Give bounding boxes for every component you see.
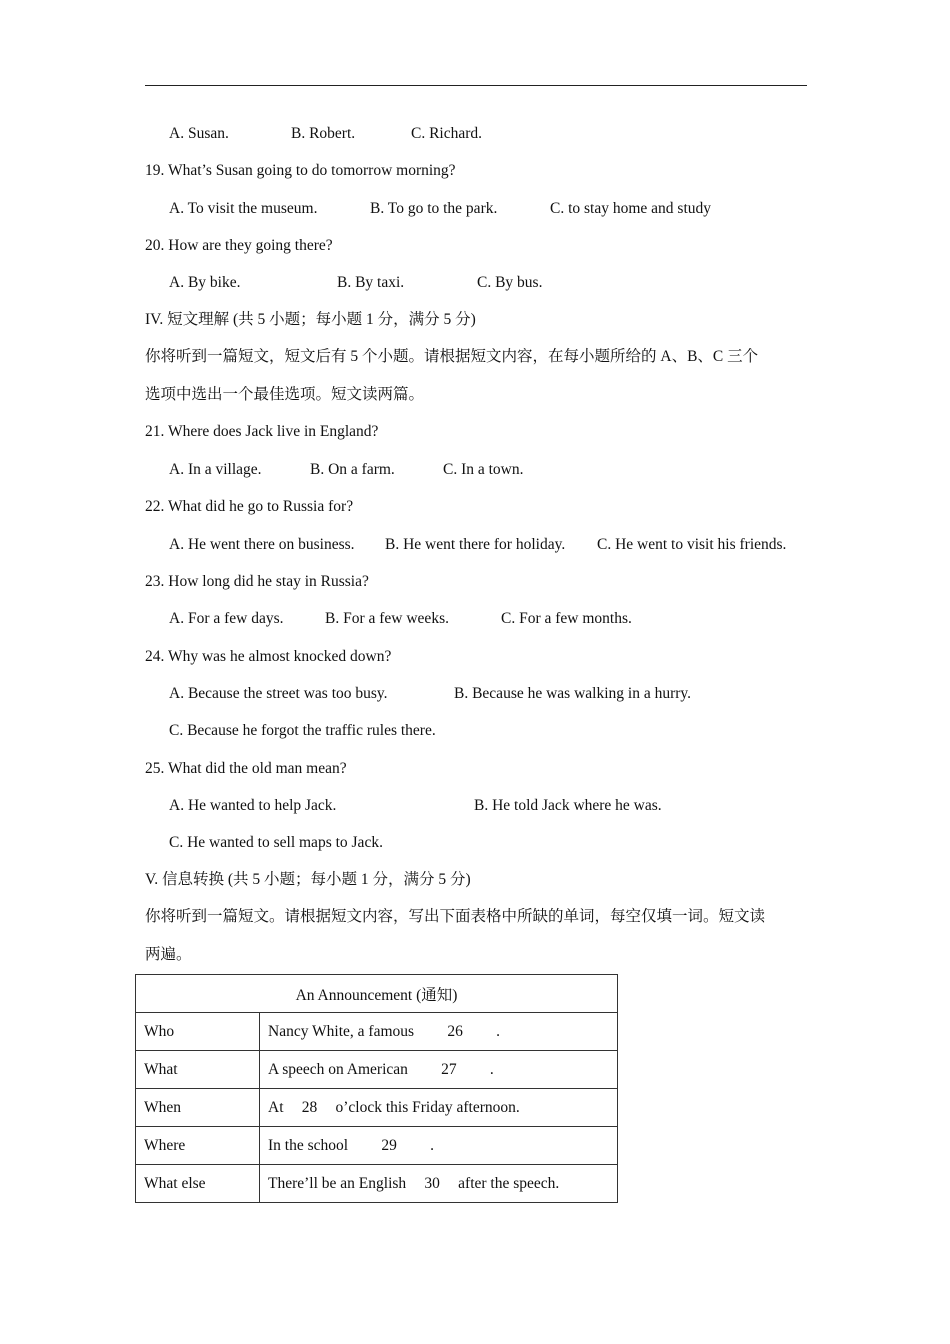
- value-text: after the speech.: [458, 1174, 560, 1192]
- q24-option-b: B. Because he was walking in a hurry.: [454, 685, 692, 702]
- row-key: Where: [136, 1127, 260, 1165]
- blank-number: 26: [447, 1022, 463, 1040]
- value-text: There’ll be an English: [268, 1174, 407, 1192]
- q22-option-a: A. He went there on business.: [169, 536, 355, 553]
- blank-number: 27: [441, 1060, 457, 1078]
- q22-option-c: C. He went to visit his friends.: [597, 536, 787, 553]
- q24-option-a: A. Because the street was too busy.: [169, 685, 388, 702]
- row-value: [260, 1089, 618, 1127]
- q21-option-c: C. In a town.: [443, 461, 524, 478]
- table-row-what-else: [136, 1165, 618, 1203]
- q18-option-a: A. Susan.: [169, 125, 229, 142]
- table-title: An Announcement (通知): [136, 975, 618, 1013]
- q19-option-c: C. to stay home and study: [550, 200, 712, 217]
- q21-option-b: B. On a farm.: [310, 461, 395, 478]
- q22-option-b: B. He went there for holiday.: [385, 536, 566, 553]
- row-value: [260, 1013, 618, 1051]
- q18-option-b: B. Robert.: [291, 125, 356, 142]
- value-text: Nancy White, a famous: [268, 1022, 415, 1040]
- q25-question: 25. What did the old man mean?: [145, 760, 347, 777]
- q21-option-a: A. In a village.: [169, 461, 262, 478]
- q23-option-c: C. For a few months.: [501, 610, 632, 627]
- section-4-heading: IV. 短文理解 (共 5 小题；每小题 1 分，满分 5 分): [145, 311, 476, 328]
- section-5-instruction-line-2: 两遍。: [145, 946, 192, 963]
- q23-option-b: B. For a few weeks.: [325, 610, 449, 627]
- table-title-row: [136, 975, 618, 1013]
- row-key: What else: [136, 1165, 260, 1203]
- section-5-heading: V. 信息转换 (共 5 小题；每小题 1 分，满分 5 分): [145, 871, 471, 888]
- q20-question: 20. How are they going there?: [145, 237, 333, 254]
- q18-option-c: C. Richard.: [411, 125, 483, 142]
- header-rule: [145, 85, 807, 86]
- row-value: [260, 1127, 618, 1165]
- row-key: When: [136, 1089, 260, 1127]
- section-4-instruction-line-2: 选项中选出一个最佳选项。短文读两篇。: [145, 386, 425, 403]
- table-row-when: [136, 1089, 618, 1127]
- value-text: In the school: [268, 1136, 349, 1154]
- table-row-where: [136, 1127, 618, 1165]
- blank-number: 29: [381, 1136, 397, 1154]
- row-key: What: [136, 1051, 260, 1089]
- q22-question: 22. What did he go to Russia for?: [145, 498, 354, 515]
- q19-question: 19. What’s Susan going to do tomorrow morning?: [145, 162, 456, 179]
- value-text: A speech on American: [268, 1060, 408, 1078]
- q24-question: 24. Why was he almost knocked down?: [145, 648, 392, 665]
- q19-option-a: A. To visit the museum.: [169, 200, 318, 217]
- announcement-table: [135, 974, 618, 1203]
- value-text: o’clock this Friday afternoon.: [335, 1098, 520, 1116]
- q21-question: 21. Where does Jack live in England?: [145, 423, 379, 440]
- table-row-what: [136, 1051, 618, 1089]
- q20-option-a: A. By bike.: [169, 274, 241, 291]
- q19-option-b: B. To go to the park.: [370, 200, 498, 217]
- q20-option-b: B. By taxi.: [337, 274, 405, 291]
- row-value: [260, 1051, 618, 1089]
- section-5-instruction-line-1: 你将听到一篇短文。请根据短文内容，写出下面表格中所缺的单词，每空仅填一词。短文读: [145, 908, 766, 925]
- blank-number: 28: [301, 1098, 318, 1116]
- value-text: .: [489, 1060, 494, 1078]
- table-row-who: [136, 1013, 618, 1051]
- value-text: .: [496, 1022, 500, 1040]
- value-text: .: [430, 1136, 434, 1154]
- q23-option-a: A. For a few days.: [169, 610, 284, 627]
- q24-option-c: C. Because he forgot the traffic rules there.: [169, 722, 436, 739]
- q25-option-c: C. He wanted to sell maps to Jack.: [169, 834, 383, 851]
- q25-option-a: A. He wanted to help Jack.: [169, 797, 337, 814]
- row-key: Who: [136, 1013, 260, 1051]
- q25-option-b: B. He told Jack where he was.: [474, 797, 662, 814]
- q20-option-c: C. By bus.: [477, 274, 543, 291]
- blank-number: 30: [424, 1174, 440, 1192]
- section-4-instruction-line-1: 你将听到一篇短文，短文后有 5 个小题。请根据短文内容，在每小题所给的 A、B、C 三个: [145, 348, 759, 365]
- value-text: At: [268, 1098, 284, 1116]
- row-value: [260, 1165, 618, 1203]
- q23-question: 23. How long did he stay in Russia?: [145, 573, 369, 590]
